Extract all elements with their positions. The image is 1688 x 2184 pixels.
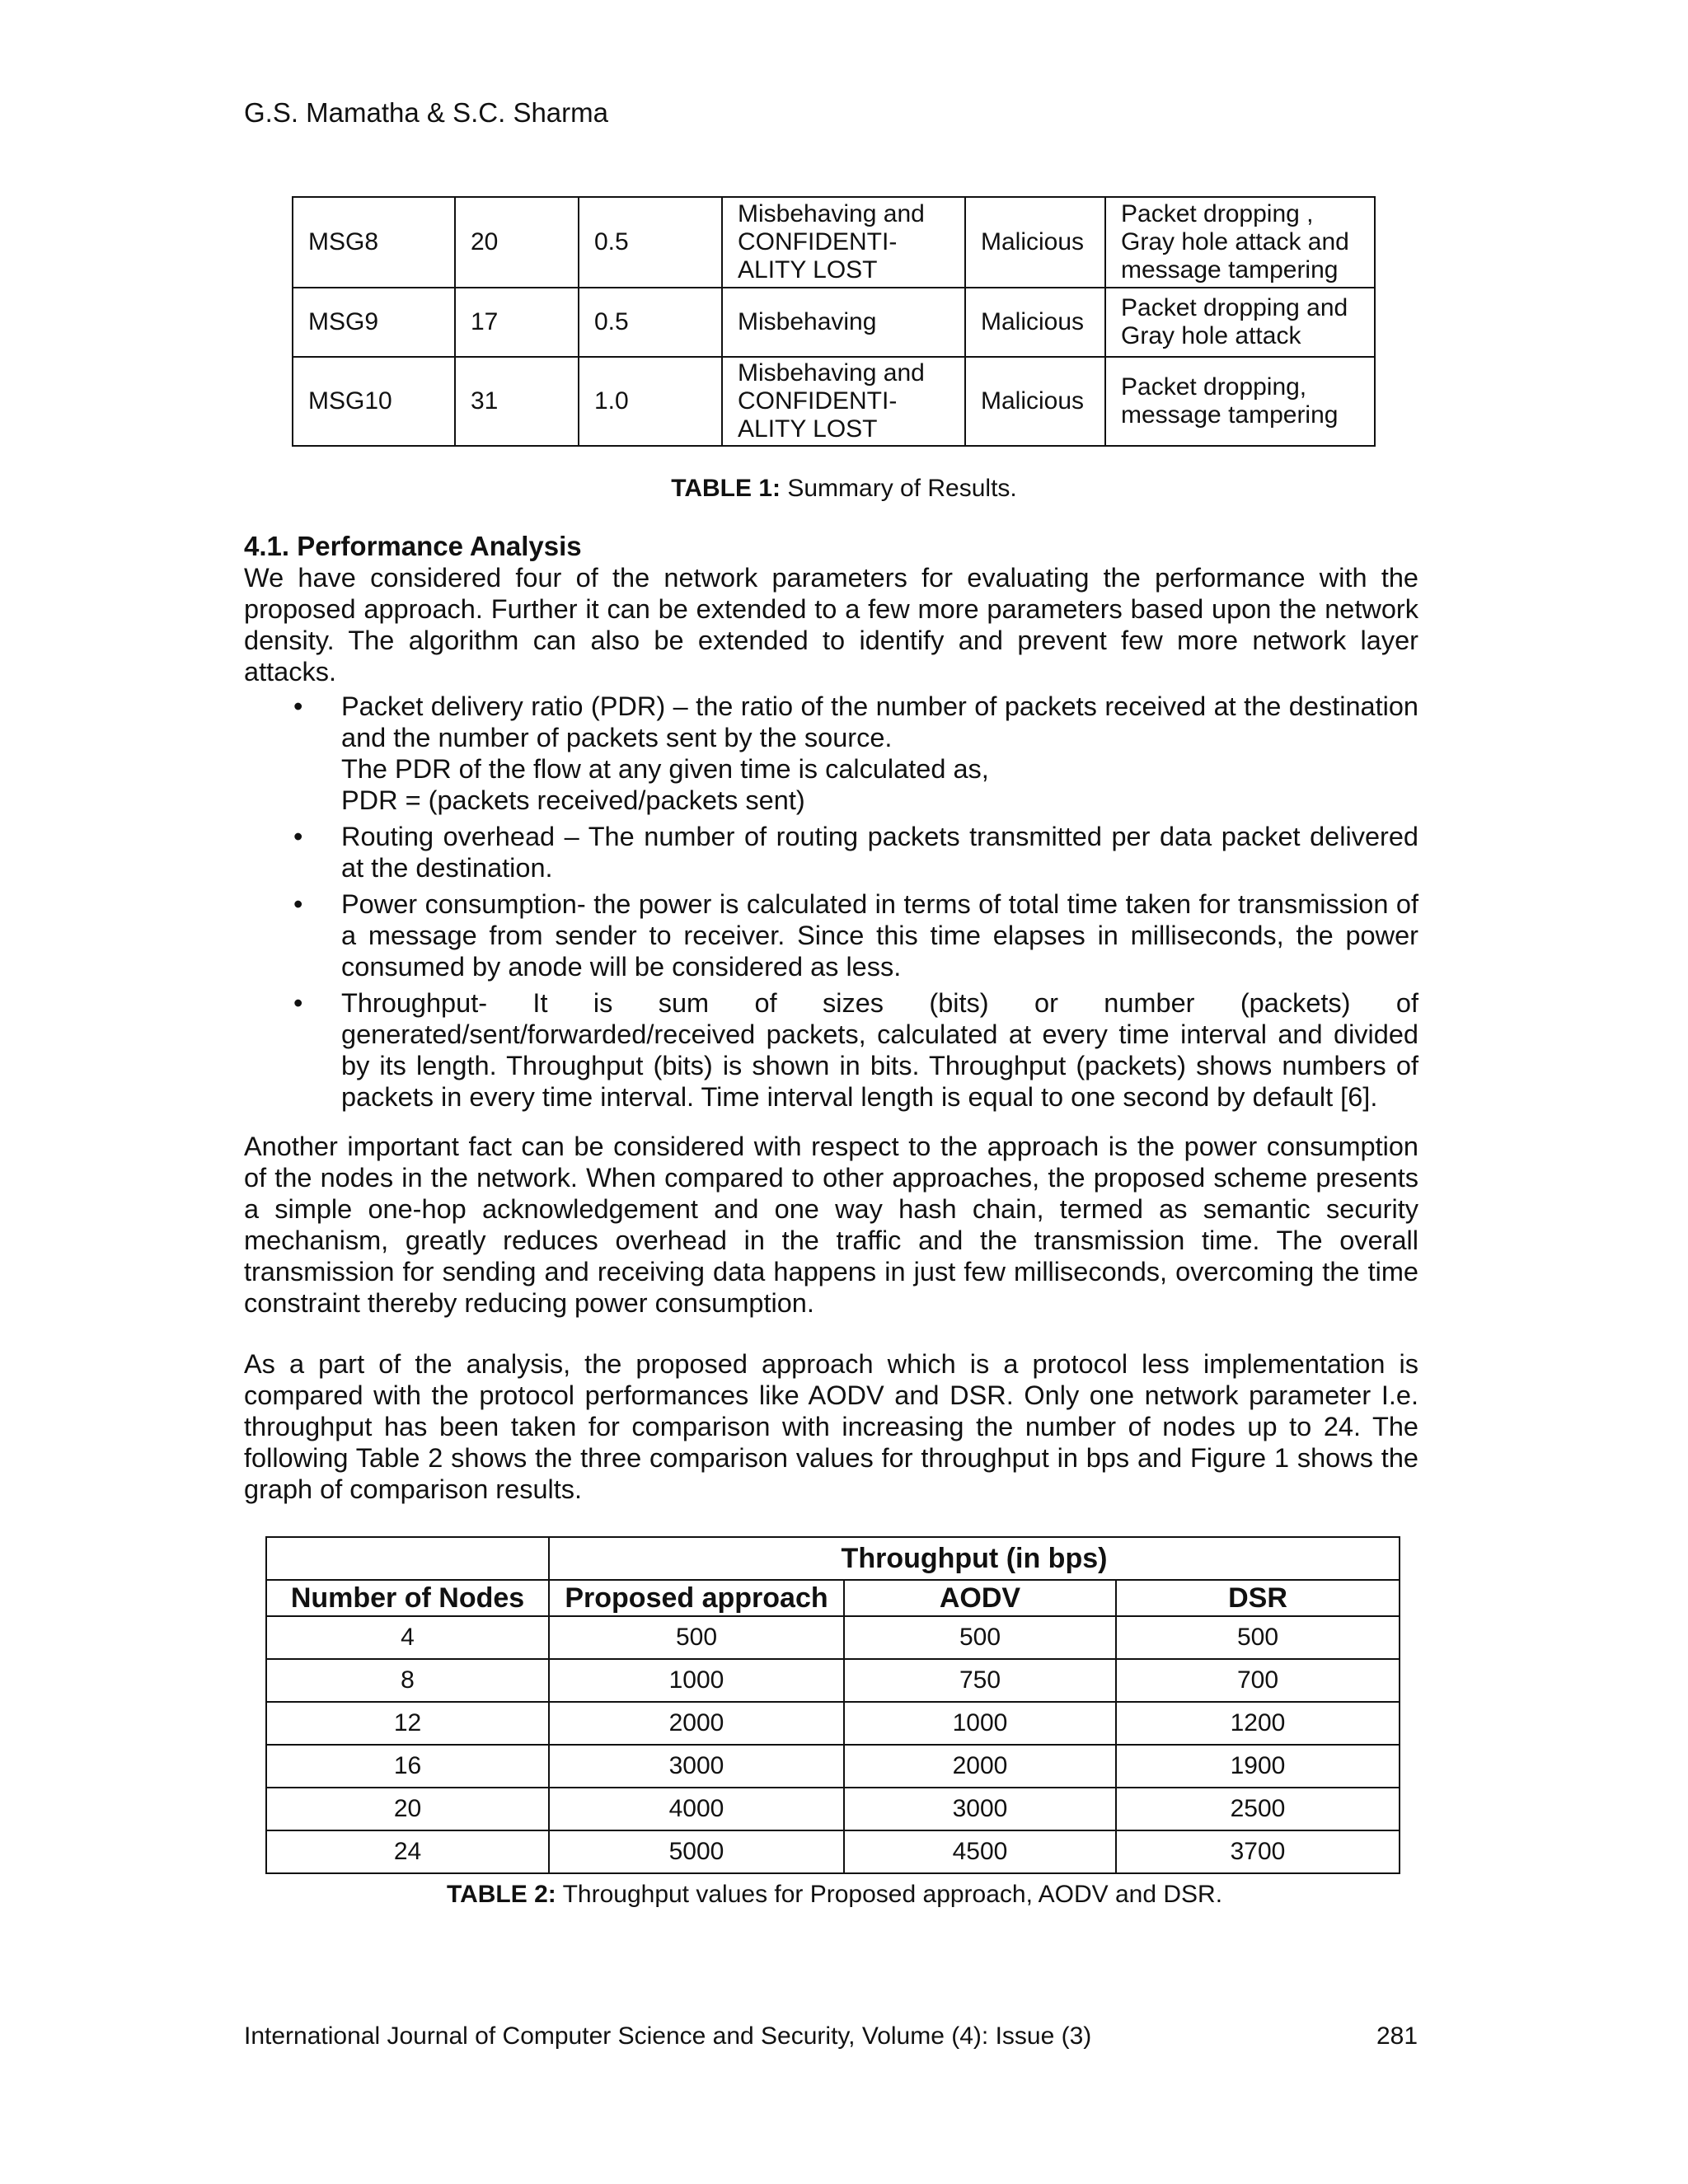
comparison-paragraph: As a part of the analysis, the proposed approach which is a protocol less implementation is compared with the protocol performances like AODV and DSR. Only one network parameter I.e. throughput has been taken for comparison with increasing the number of nodes up to 24. The following Table 2 shows the three comparison values for throughput in bps and Figure 1 shows the graph of comparison results. xyxy=(244,1349,1418,1504)
power-paragraph: Another important fact can be considered with respect to the approach is the power consumption of the nodes in the network. When compared to other approaches, the proposed scheme presents a simple one-hop acknowledgement and one way hash chain, termed as semantic security mechanism, greatly reduces overhead in the traffic and the transmission time. The overall transmission for sending and receiving data happens in just few milliseconds, overcoming the time constraint thereby reducing power consumption. xyxy=(244,1132,1418,1318)
bullet-subline: The PDR of the flow at any given time is calculated as, xyxy=(341,754,989,784)
cell-line: message tampering xyxy=(1121,401,1339,429)
table-cell: 500 xyxy=(1116,1616,1400,1659)
msg-id-cell: MSG8 xyxy=(293,197,455,288)
bullet-text: Power consumption- the power is calculated in terms of total time taken for transmission of a message from sender to receiver. Since this time elapses in milliseconds, the power consumed by anode will be considered as less. xyxy=(341,889,1418,982)
caption-text: Throughput values for Proposed approach, AODV and DSR. xyxy=(556,1881,1223,1908)
cell-line: Misbehaving and xyxy=(738,359,925,387)
column-header: AODV xyxy=(844,1580,1116,1616)
list-item xyxy=(293,987,1418,1113)
list-item xyxy=(293,821,1418,883)
caption-label: TABLE 2: xyxy=(447,1881,556,1908)
table-cell: 24 xyxy=(266,1830,549,1873)
summary-table xyxy=(292,196,1376,447)
msg-id-cell: MSG9 xyxy=(293,288,455,357)
value-cell: 0.5 xyxy=(579,197,722,288)
table-cell: 500 xyxy=(549,1616,844,1659)
value-cell: 0.5 xyxy=(579,288,722,357)
section-heading: 4.1. Performance Analysis xyxy=(244,531,582,561)
behaviour-cell xyxy=(722,197,965,288)
cell-line: Gray hole attack and xyxy=(1121,228,1349,255)
msg-id-cell: MSG10 xyxy=(293,357,455,446)
table-cell: 700 xyxy=(1116,1659,1400,1702)
table-header-row xyxy=(266,1537,1400,1580)
table-row xyxy=(293,197,1375,288)
running-header: G.S. Mamatha & S.C. Sharma xyxy=(244,97,608,128)
table-cell: 1900 xyxy=(1116,1745,1400,1788)
caption-text: Summary of Results. xyxy=(781,475,1017,502)
list-item xyxy=(293,888,1418,982)
table-cell: 1000 xyxy=(844,1702,1116,1745)
cell-line: CONFIDENTI- xyxy=(738,387,898,415)
attacks-cell xyxy=(1105,357,1375,446)
table-row xyxy=(266,1702,1400,1745)
bullet-icon: • xyxy=(293,691,303,721)
value-cell: 20 xyxy=(455,197,579,288)
bullet-icon: • xyxy=(293,822,303,851)
table-cell: 20 xyxy=(266,1788,549,1830)
table-row xyxy=(266,1830,1400,1873)
table-cell: 3700 xyxy=(1116,1830,1400,1873)
table-row xyxy=(293,288,1375,357)
behaviour-cell xyxy=(722,288,965,357)
table-cell: 8 xyxy=(266,1659,549,1702)
status-cell: Malicious xyxy=(965,197,1105,288)
value-cell: 17 xyxy=(455,288,579,357)
table2-caption xyxy=(447,1881,1222,1909)
column-header: Proposed approach xyxy=(549,1580,844,1616)
cell-line: Packet dropping, xyxy=(1121,373,1307,401)
table-cell: 4 xyxy=(266,1616,549,1659)
table-header-row xyxy=(266,1580,1400,1616)
bullet-icon: • xyxy=(293,889,303,919)
column-header: DSR xyxy=(1116,1580,1400,1616)
cell-line: CONFIDENTI- xyxy=(738,228,898,255)
table-row xyxy=(266,1745,1400,1788)
table-cell: 500 xyxy=(844,1616,1116,1659)
table-cell: 3000 xyxy=(549,1745,844,1788)
bullet-text: Routing overhead – The number of routing packets transmitted per data packet delivered at the destination. xyxy=(341,822,1418,883)
list-item xyxy=(293,691,1418,816)
column-header: Number of Nodes xyxy=(266,1580,549,1616)
caption-label: TABLE 1: xyxy=(671,475,781,502)
bullet-text: Throughput- It is sum of sizes (bits) or number (packets) of generated/sent/forwarded/received packets, calculated at every time interval and divided by its length. Throughput (bits) is shown in bits. Throughput (packets) shows numbers of packets in every time interval. Time interval length is equal to one second by default [6]. xyxy=(341,988,1418,1112)
attacks-cell xyxy=(1105,197,1375,288)
group-header: Throughput (in bps) xyxy=(549,1537,1400,1580)
bullet-icon: • xyxy=(293,988,303,1018)
cell-line: message tampering xyxy=(1121,256,1339,284)
cell-line: Misbehaving xyxy=(738,308,877,335)
value-cell: 31 xyxy=(455,357,579,446)
table-cell: 1000 xyxy=(549,1659,844,1702)
page-number: 281 xyxy=(1376,2022,1418,2050)
table-cell: 4000 xyxy=(549,1788,844,1830)
table-cell: 12 xyxy=(266,1702,549,1745)
table-cell: 16 xyxy=(266,1745,549,1788)
throughput-table xyxy=(265,1536,1400,1874)
table-row xyxy=(266,1659,1400,1702)
table-row xyxy=(266,1788,1400,1830)
table-cell: 4500 xyxy=(844,1830,1116,1873)
table-row xyxy=(266,1616,1400,1659)
table-cell: 750 xyxy=(844,1659,1116,1702)
table-cell: 3000 xyxy=(844,1788,1116,1830)
table-cell: 5000 xyxy=(549,1830,844,1873)
bullet-text: Packet delivery ratio (PDR) – the ratio of the number of packets received at the destination and the number of packets sent by the source. xyxy=(341,691,1418,752)
cell-line: ALITY LOST xyxy=(738,256,878,284)
cell-line: Packet dropping , xyxy=(1121,200,1314,227)
value-cell: 1.0 xyxy=(579,357,722,446)
status-cell: Malicious xyxy=(965,288,1105,357)
cell-line: ALITY LOST xyxy=(738,415,878,443)
table-cell: 1200 xyxy=(1116,1702,1400,1745)
status-cell: Malicious xyxy=(965,357,1105,446)
behaviour-cell xyxy=(722,357,965,446)
cell-line: Packet dropping and xyxy=(1121,294,1348,321)
table-cell: 2000 xyxy=(549,1702,844,1745)
table1-caption xyxy=(0,475,1688,503)
cell-line: Misbehaving and xyxy=(738,200,925,227)
formula: PDR = (packets received/packets sent) xyxy=(341,785,805,815)
cell-line: Gray hole attack xyxy=(1121,322,1301,349)
parameter-list xyxy=(293,691,1418,1118)
journal-footer: International Journal of Computer Science and Security, Volume (4): Issue (3) xyxy=(244,2022,1092,2050)
table-cell: 2000 xyxy=(844,1745,1116,1788)
intro-paragraph: We have considered four of the network parameters for evaluating the performance with the proposed approach. Further it can be extended to a few more parameters based upon the network density. The algorithm can also be extended to identify and prevent few more network layer attacks. xyxy=(244,563,1418,687)
empty-header-cell xyxy=(266,1537,549,1580)
attacks-cell xyxy=(1105,288,1375,357)
table-row xyxy=(293,357,1375,446)
table-cell: 2500 xyxy=(1116,1788,1400,1830)
